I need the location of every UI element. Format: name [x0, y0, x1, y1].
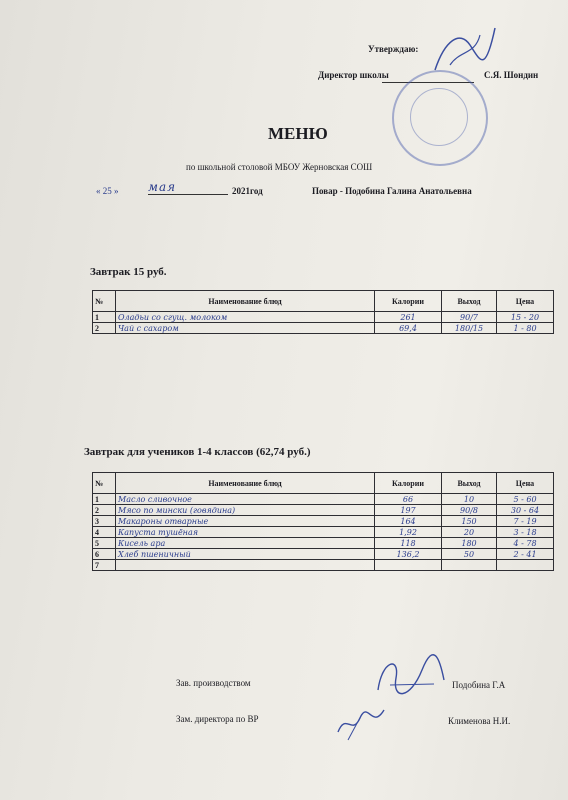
calories-value: 69,4: [375, 323, 442, 334]
col-number: №: [93, 473, 116, 494]
row-number: 1: [93, 312, 116, 323]
row-number: 1: [93, 494, 116, 505]
deputy-name: Клименова Н.И.: [448, 716, 511, 726]
date-year: 2021год: [232, 186, 263, 196]
output-value: 150: [442, 516, 497, 527]
row-number: 6: [93, 549, 116, 560]
calories-value: 136,2: [375, 549, 442, 560]
price-value: 5 - 60: [497, 494, 554, 505]
table-header-row: [93, 473, 554, 494]
calories-value: 261: [375, 312, 442, 323]
output-value: 90/7: [442, 312, 497, 323]
row-number: 5: [93, 538, 116, 549]
page-title: МЕНЮ: [268, 124, 328, 143]
col-price: Цена: [497, 473, 554, 494]
table-row: [93, 312, 554, 323]
price-value: 7 - 19: [497, 516, 554, 527]
page-subtitle: по школьной столовой МБОУ Жерновская СОШ: [186, 162, 373, 172]
row-number: 2: [93, 505, 116, 516]
table-row: [93, 505, 554, 516]
col-output: Выход: [442, 291, 497, 312]
output-value: 10: [442, 494, 497, 505]
approve-label: Утверждаю:: [368, 44, 419, 54]
col-calories: Калории: [375, 473, 442, 494]
dish-name: Капуста тушёная: [116, 527, 375, 538]
table-row: [93, 516, 554, 527]
table-row: [93, 549, 554, 560]
price-value: 3 - 18: [497, 527, 554, 538]
row-number: 3: [93, 516, 116, 527]
calories-value: 1,92: [375, 527, 442, 538]
dish-name: Хлеб пшеничный: [116, 549, 375, 560]
col-dish: Наименование блюд: [116, 291, 375, 312]
table-row: [93, 527, 554, 538]
price-value: 30 - 64: [497, 505, 554, 516]
deputy-label: Зам. директора по ВР: [176, 714, 259, 724]
cook-name: Повар - Подобина Галина Анатольевна: [312, 186, 472, 196]
primary-breakfast-title: Завтрак для учеников 1-4 классов (62,74 руб.): [84, 446, 311, 458]
dish-name: [116, 560, 375, 571]
col-output: Выход: [442, 473, 497, 494]
director-name: С.Я. Шондин: [484, 70, 539, 80]
col-price: Цена: [497, 291, 554, 312]
dish-name: Мясо по минcки (говядина): [116, 505, 375, 516]
col-calories: Калории: [375, 291, 442, 312]
output-value: 90/8: [442, 505, 497, 516]
table-row: [93, 323, 554, 334]
row-number: 2: [93, 323, 116, 334]
table-row: [93, 538, 554, 549]
deputy-signature: [332, 700, 392, 748]
director-title: Директор школы: [318, 70, 389, 80]
output-value: 20: [442, 527, 497, 538]
director-signature: [430, 20, 500, 80]
table-header-row: [93, 291, 554, 312]
breakfast-table: [92, 290, 554, 334]
price-value: 15 - 20: [497, 312, 554, 323]
dish-name: Макароны отварные: [116, 516, 375, 527]
breakfast-title: Завтрак 15 руб.: [90, 266, 167, 278]
primary-breakfast-table: [92, 472, 554, 571]
output-value: 180/15: [442, 323, 497, 334]
date-month: мая: [148, 180, 228, 195]
row-number: 7: [93, 560, 116, 571]
output-value: [442, 560, 497, 571]
date-day: « 25 »: [96, 186, 119, 196]
calories-value: 197: [375, 505, 442, 516]
row-number: 4: [93, 527, 116, 538]
dish-name: Кисель ара: [116, 538, 375, 549]
price-value: [497, 560, 554, 571]
output-value: 180: [442, 538, 497, 549]
calories-value: 164: [375, 516, 442, 527]
price-value: 1 - 80: [497, 323, 554, 334]
table-row: [93, 560, 554, 571]
production-name: Подобина Г.А: [452, 680, 506, 690]
calories-value: 66: [375, 494, 442, 505]
production-label: Зав. производством: [176, 678, 251, 688]
price-value: 4 - 78: [497, 538, 554, 549]
production-signature: [370, 650, 450, 704]
dish-name: Масло сливочное: [116, 494, 375, 505]
calories-value: 118: [375, 538, 442, 549]
table-row: [93, 494, 554, 505]
dish-name: Чай с сахаром: [116, 323, 375, 334]
dish-name: Оладьи со сгущ. молоком: [116, 312, 375, 323]
price-value: 2 - 41: [497, 549, 554, 560]
col-number: №: [93, 291, 116, 312]
calories-value: [375, 560, 442, 571]
col-dish: Наименование блюд: [116, 473, 375, 494]
school-seal: [392, 70, 488, 166]
output-value: 50: [442, 549, 497, 560]
